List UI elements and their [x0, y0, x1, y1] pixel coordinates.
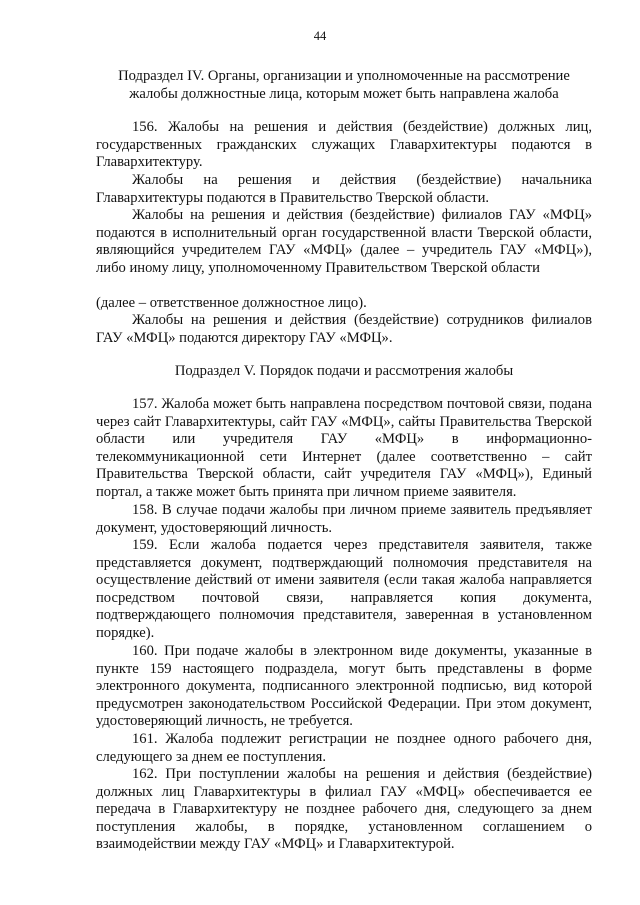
- paragraph-156-mfc-staff: Жалобы на решения и действия (бездействие) сотрудников филиалов ГАУ «МФЦ» подаются директору ГАУ «МФЦ».: [96, 312, 592, 346]
- paragraph-157: 157. Жалоба может быть направлена посредством почтовой связи, подана через сайт Главархитектуры, сайт ГАУ «МФЦ», сайты Правительства Тверской области или учредителя ГАУ «МФЦ» в информационно-телекоммуникационной сети Интернет (далее соответственно – сайт Правительства Тверской области, сайт учредителя ГАУ «МФЦ»), Единый портал, а также может быть принята при личном приеме заявителя.: [96, 396, 592, 500]
- paragraph-158: 158. В случае подачи жалобы при личном приеме заявитель предъявляет документ, удостоверяющий личность.: [96, 502, 592, 536]
- paragraph-161: 161. Жалоба подлежит регистрации не позднее одного рабочего дня, следующего за днем ее поступления.: [96, 731, 592, 765]
- paragraph-156: 156. Жалобы на решения и действия (бездействие) должных лиц, государственных гражданских служащих Главархитектуры подаются в Главархитектуру.: [96, 119, 592, 171]
- subsection-5-heading: Подраздел V. Порядок подачи и рассмотрения жалобы: [174, 363, 514, 379]
- page-number: 44: [313, 29, 327, 43]
- paragraph-156-head-appeal: Жалобы на решения и действия (бездействие) начальника Главархитектуры подаются в Правительство Тверской области.: [96, 172, 592, 206]
- subsection-4-heading-line-2: жалобы должностные лица, которым может быть направлена жалоба: [129, 85, 559, 102]
- paragraph-160: 160. При подаче жалобы в электронном виде документы, указанные в пункте 159 настоящего подраздела, могут быть представлены в форме электронного документа, подписанного электронной подписью, вид которой предусмотрен законодательством Российской Федерации. При этом документ, удостоверяющий личность, не требуется.: [96, 643, 592, 730]
- paragraph-156-mfc-branches: Жалобы на решения и действия (бездействие) филиалов ГАУ «МФЦ» подаются в исполнительный орган государственной власти Тверской области, являющийся учредителем ГАУ «МФЦ» (далее – учредитель ГАУ «МФЦ»), либо иному лицу, уполномоченному Правительством Тверской области: [96, 207, 592, 276]
- paragraph-156-mfc-branches-tail: (далее – ответственное должностное лицо).: [96, 295, 367, 311]
- subsection-4-heading: [96, 68, 592, 103]
- paragraph-162: 162. При поступлении жалобы на решения и действия (бездействие) должных лиц Главархитектуры в филиал ГАУ «МФЦ» обеспечивается ее передача в Главархитектуру не позднее рабочего дня, следующего за днем поступления жалобы, в порядке, установленном соглашением о взаимодействии между ГАУ «МФЦ» и Главархитектурой.: [96, 766, 592, 853]
- paragraph-159: 159. Если жалоба подается через представителя заявителя, также представляется документ, подтверждающий полномочия представителя на осуществление действий от имени заявителя (если такая жалоба направляется посредством почтовой связи, направляется копия документа, подтверждающего полномочия представителя, заверенная в установленном порядке).: [96, 537, 592, 641]
- subsection-4-heading-line-1: Подраздел IV. Органы, организации и уполномоченные на рассмотрение: [118, 68, 570, 84]
